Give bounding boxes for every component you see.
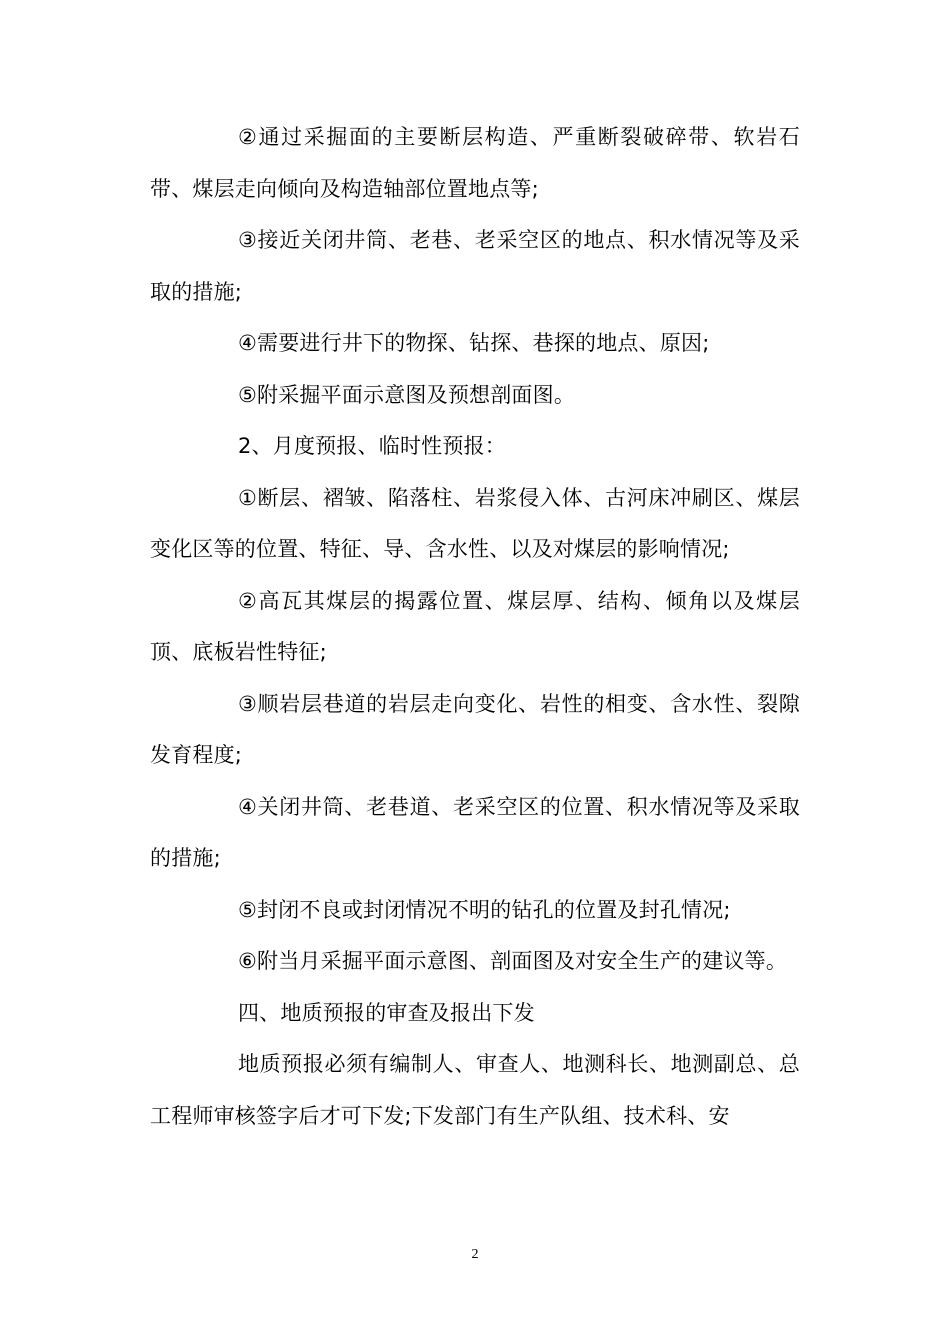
paragraph-9: ④关闭井筒、老巷道、老采空区的位置、积水情况等及采取的措施; <box>150 794 800 870</box>
paragraph-8: ③顺岩层巷道的岩层走向变化、岩性的相变、含水性、裂隙发育程度; <box>150 691 800 767</box>
paragraph-11: ⑥附当月采掘平面示意图、剖面图及对安全生产的建议等。 <box>238 949 788 973</box>
paragraph-1: ②通过采掘面的主要断层构造、严重断裂破碎带、软岩石带、煤层走向倾向及构造轴部位置地点等; <box>150 125 800 201</box>
paragraph-7: ②高瓦其煤层的揭露位置、煤层厚、结构、倾角以及煤层顶、底板岩性特征; <box>150 588 800 664</box>
document-body <box>150 112 800 1142</box>
paragraph-13: 地质预报必须有编制人、审查人、地测科长、地测副总、总工程师审核签字后才可下发;下发部门有生产队组、技术科、安 <box>150 1052 800 1128</box>
paragraph-2: ③接近关闭井筒、老巷、老采空区的地点、积水情况等及采取的措施; <box>150 228 800 304</box>
page-number: 2 <box>471 1247 479 1262</box>
paragraph-4: ⑤附采掘平面示意图及预想剖面图。 <box>238 382 576 407</box>
paragraph-10: ⑤封闭不良或封闭情况不明的钻孔的位置及封孔情况; <box>238 897 731 922</box>
paragraph-3: ④需要进行井下的物探、钻探、巷探的地点、原因; <box>238 331 710 355</box>
section-heading-monthly-forecast: 2、月度预报、临时性预报： <box>238 434 506 458</box>
section-heading-review: 四、地质预报的审查及报出下发 <box>238 1000 535 1025</box>
paragraph-6: ①断层、褶皱、陷落柱、岩浆侵入体、古河床冲刷区、煤层变化区等的位置、特征、导、含水性、以及对煤层的影响情况; <box>150 485 800 561</box>
